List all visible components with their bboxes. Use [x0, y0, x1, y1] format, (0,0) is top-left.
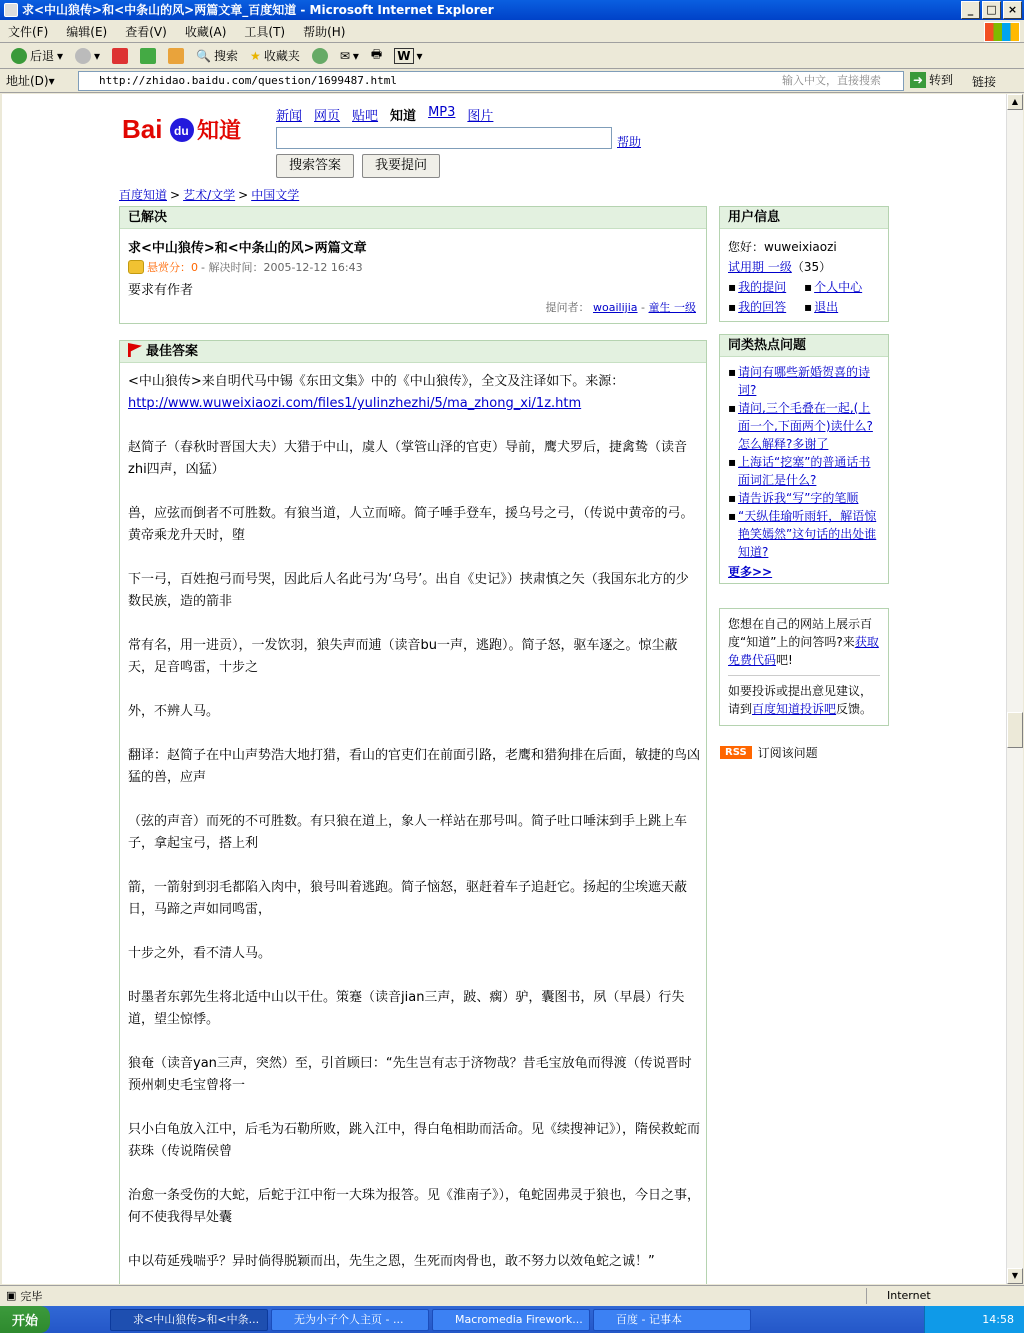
- logout-link[interactable]: 退出: [814, 300, 839, 314]
- scroll-down-icon[interactable]: ▼: [1007, 1268, 1023, 1284]
- svg-text:Bai: Bai: [122, 114, 163, 144]
- rss-label: 订阅该问题: [757, 746, 818, 760]
- ie-icon: [4, 3, 18, 17]
- task-fireworks[interactable]: Macromedia Firework...: [432, 1309, 590, 1331]
- taskbar: [0, 1306, 1024, 1333]
- svg-text:du: du: [174, 124, 189, 138]
- close-button[interactable]: ×: [1003, 1, 1022, 19]
- start-button[interactable]: 开始: [0, 1306, 50, 1333]
- edit-button[interactable]: W ▾: [391, 48, 425, 64]
- stop-icon: [112, 48, 128, 64]
- back-button[interactable]: 后退 ▾: [8, 47, 66, 64]
- question-box: [119, 206, 707, 324]
- answer-paragraph: 下一弓，百姓抱弓而号哭，因此后人名此弓为‘乌号’。出自《史记》）挟肃慎之矢（我国东北方的少数民族，造的箭非: [128, 572, 689, 609]
- forward-button[interactable]: ▾: [72, 48, 103, 64]
- scroll-thumb[interactable]: [1007, 712, 1023, 748]
- go-arrow-icon: ➜: [910, 72, 926, 88]
- forward-arrow-icon: [75, 48, 91, 64]
- windows-logo-icon: [984, 22, 1020, 42]
- nav-mp3[interactable]: MP3: [428, 105, 456, 120]
- word-icon: W: [394, 48, 413, 64]
- baidu-zhidao-logo[interactable]: [122, 106, 262, 150]
- list-item: [728, 489, 878, 507]
- media-button[interactable]: [309, 48, 331, 64]
- svg-text:知道: 知道: [197, 119, 242, 144]
- question-title: 求<中山狼传>和<中条山的风>两篇文章: [128, 241, 367, 256]
- help-link[interactable]: 帮助: [617, 135, 642, 149]
- hot-questions-header: 同类热点问题: [720, 335, 888, 357]
- resolve-time: - 解决时间：2005-12-12 16:43: [201, 261, 363, 274]
- source-link[interactable]: http://www.wuweixiaozi.com/files1/yulinzhezhi/5/ma_zhong_xi/1z.htm: [128, 396, 582, 411]
- nav-zhidao: 知道: [390, 109, 417, 124]
- nav-news[interactable]: 新闻: [276, 109, 303, 124]
- crumb-art[interactable]: 艺术/文学: [183, 188, 236, 202]
- promo-box: [719, 608, 889, 726]
- system-tray: [924, 1306, 1024, 1333]
- hot-question-link[interactable]: 请问有哪些新婚贺喜的诗词?: [738, 365, 871, 397]
- links-button[interactable]: 链接: [972, 75, 997, 89]
- top-nav: [276, 105, 493, 124]
- window-titlebar: [0, 0, 1024, 20]
- home-button[interactable]: [165, 48, 187, 64]
- menu-file[interactable]: 文件(F): [8, 24, 49, 39]
- question-meta: [128, 259, 363, 275]
- search-placeholder: 输入中文，直接搜索: [782, 74, 881, 87]
- menu-edit[interactable]: 编辑(E): [66, 24, 108, 39]
- page-content: [2, 94, 1006, 1284]
- answer-paragraph: 兽，应弦而倒者不可胜数。有狼当道，人立而啼。简子唾手登车，援乌号之弓，（传说中黄帝的弓。黄帝乘龙升天时，堕: [128, 506, 694, 543]
- answer-paragraph: 治愈一条受伤的大蛇，后蛇于江中衔一大珠为报答。见《淮南子》），龟蛇固弗灵于狼也，今日之事，何不使我得早处囊: [128, 1188, 701, 1225]
- print-icon: 🖶: [370, 47, 383, 61]
- status-header: 已解决: [120, 207, 706, 229]
- hot-question-link[interactable]: “天纵佳瑜听雨轩，解语惊艳笑嫣然”这句话的出处谁知道?: [738, 509, 877, 559]
- hot-question-link[interactable]: 请问,三个毛叠在一起,(上面一个,下面两个)读什么?怎么解释?多谢了: [738, 401, 873, 451]
- asker-link[interactable]: woailijia: [593, 301, 638, 314]
- star-icon: ★: [250, 48, 261, 63]
- answer-paragraph: 赵简子（春秋时晋国大夫）大猎于中山，虞人（掌管山泽的官吏）导前，鹰犬罗后，捷禽鸷（读音zhi四声，凶猛）: [128, 440, 688, 477]
- status-text: 完毕: [20, 1289, 43, 1303]
- answer-paragraph: 外，不辨人马。: [128, 704, 220, 719]
- hot-question-link[interactable]: 上海话“挖塞”的普通话书面词汇是什么?: [738, 455, 871, 487]
- task-notepad[interactable]: 百度 - 记事本: [593, 1309, 751, 1331]
- rss-subscribe[interactable]: [720, 744, 818, 761]
- red-flag-icon: [128, 343, 142, 357]
- answer-paragraph: 狼奄（读音yan三声，突然）至，引首顾曰：“先生岂有志于济物哉？昔毛宝放龟而得渡（传说晋时预州刺史毛宝曾将一: [128, 1056, 692, 1093]
- list-item: [728, 453, 878, 489]
- user-score: （35）: [791, 260, 832, 274]
- refresh-icon: [140, 48, 156, 64]
- refresh-button[interactable]: [137, 48, 159, 64]
- answer-paragraph: （弦的声音）而死的不可胜数。有只狼在道上，象人一样站在那号叫。简子吐口唾沫到手上跳上车子，拿起宝弓，搭上利: [128, 814, 688, 851]
- go-button[interactable]: ➜ 转到: [910, 71, 953, 88]
- answer-paragraph: 常有名，用一进贡），一发饮羽，狼失声而逋（读音bu一声，逃跑）。简子怒，驱车逐之。惊尘蔽天，足音鸣雷，十步之: [128, 638, 678, 675]
- user-greeting: 您好：wuweixiaozi: [728, 240, 837, 254]
- answer-paragraph: 时墨者东郭先生将北适中山以干仕。策蹇（读音jian三声，跛、瘸）驴，囊图书，夙（早晨）行失道，望尘惊悸。: [128, 990, 685, 1027]
- complaint-link[interactable]: 百度知道投诉吧: [752, 702, 837, 716]
- nav-images[interactable]: 图片: [467, 109, 494, 124]
- print-button[interactable]: [368, 45, 385, 66]
- answer-paragraph: 只小白龟放入江中，后毛为石勒所败，跳入江中，得白龟相助而活命。见《续搜神记》），隋侯救蛇而获珠（传说隋侯曾: [128, 1122, 701, 1159]
- best-answer-box: [119, 340, 707, 1284]
- address-bar: 地址(D) ▾ http://zhidao.baidu.com/question/1699487.html 输入中文，直接搜索 ➜ 转到 链接: [0, 69, 1024, 93]
- stop-button[interactable]: [109, 48, 131, 64]
- search-icon: 🔍: [196, 48, 212, 63]
- home-icon: [168, 48, 184, 64]
- search-answer-button[interactable]: 搜索答案: [276, 154, 354, 178]
- breadcrumb: 百度知道 > 艺术/文学 > 中国文学: [119, 188, 300, 202]
- media-icon: [312, 48, 328, 64]
- my-questions-link[interactable]: 我的提问: [738, 280, 787, 294]
- clock[interactable]: 14:58: [982, 1313, 1014, 1326]
- scroll-up-icon[interactable]: ▲: [1007, 94, 1023, 110]
- promo-text-2: 如要投诉或提出意见建议，请到百度知道投诉吧反馈。: [728, 675, 880, 718]
- task-ie-homepage[interactable]: 无为小子个人主页 - ...: [271, 1309, 429, 1331]
- list-item: [728, 363, 878, 399]
- maximize-button[interactable]: □: [982, 1, 1001, 19]
- address-input[interactable]: http://zhidao.baidu.com/question/1699487.html 输入中文，直接搜索: [78, 71, 904, 91]
- vertical-scrollbar[interactable]: [1006, 94, 1023, 1284]
- personal-center-link[interactable]: 个人中心: [814, 280, 863, 294]
- answer-paragraph: 十步之外，看不清人马。: [128, 946, 272, 961]
- mail-icon: ✉: [339, 48, 350, 63]
- search-input[interactable]: [276, 127, 612, 149]
- rss-icon: RSS: [720, 746, 752, 759]
- list-item: [728, 399, 878, 453]
- mail-button[interactable]: ✉ ▾: [339, 48, 359, 63]
- menu-help[interactable]: 帮助(H): [303, 24, 346, 39]
- reward-text: 悬赏分：0: [147, 261, 198, 274]
- answer-paragraph: <中山狼传>来自明代马中锡《东田文集》中的《中山狼传》，全文及注译如下。来源：: [128, 374, 625, 389]
- task-ie-current[interactable]: 求<中山狼传>和<中条...: [110, 1309, 268, 1331]
- menu-favorites[interactable]: 收藏(A): [184, 24, 227, 39]
- answer-body: [128, 371, 700, 1284]
- menu-view[interactable]: 查看(V): [125, 24, 167, 39]
- nav-web[interactable]: 网页: [314, 109, 341, 124]
- answer-paragraph: 中以苟延残喘乎？异时倘得脱颖而出，先生之恩，生死而肉骨也，敢不努力以效龟蛇之诚！”: [128, 1254, 655, 1269]
- my-answers-link[interactable]: 我的回答: [738, 300, 787, 314]
- asker-info: 提问者： woailijia - 童生 一级: [545, 301, 696, 314]
- menu-tools[interactable]: 工具(T): [244, 24, 286, 39]
- page-icon: ▣: [6, 1289, 17, 1302]
- status-bar: [0, 1285, 1024, 1305]
- answer-paragraph: 箭，一箭射到羽毛都陷入肉中，狼号叫着逃跑。简子恼怒，驱赶着车子追赶它。扬起的尘埃遮天蔽日，马蹄之声如同鸣雷，: [128, 880, 688, 917]
- window-title: 求<中山狼传>和<中条山的风>两篇文章_百度知道 - Microsoft Internet Explorer: [22, 3, 494, 17]
- asker-level[interactable]: 童生 一级: [648, 301, 696, 314]
- hot-questions-box: [719, 334, 889, 584]
- coin-icon: [128, 260, 144, 274]
- back-arrow-icon: [11, 48, 27, 64]
- user-info-header: 用户信息: [720, 207, 888, 229]
- zone-indicator: Internet: [866, 1288, 931, 1304]
- crumb-literature[interactable]: 中国文学: [251, 188, 300, 202]
- answer-paragraph: 翻译：赵简子在中山声势浩大地打猎，看山的官吏们在前面引路，老鹰和猎狗排在后面，敏捷的鸟凶猛的兽，应声: [128, 748, 701, 785]
- best-answer-header: 最佳答案: [120, 341, 706, 363]
- question-description: 要求有作者: [128, 283, 194, 298]
- hot-question-link[interactable]: 请告诉我“写”字的笔顺: [738, 491, 859, 505]
- crumb-zhidao[interactable]: 百度知道: [119, 188, 168, 202]
- list-item: [728, 507, 878, 561]
- user-level-link[interactable]: 试用期 一级: [728, 260, 792, 274]
- toolbar: [0, 43, 1024, 69]
- nav-tieba[interactable]: 贴吧: [352, 109, 379, 124]
- search-button[interactable]: 🔍 搜索: [196, 48, 239, 63]
- address-label: 地址(D): [6, 74, 49, 88]
- more-link[interactable]: 更多>>: [728, 565, 773, 579]
- ask-question-button[interactable]: 我要提问: [362, 154, 440, 178]
- user-info-box: [719, 206, 889, 322]
- promo-text-1: 您想在自己的网站上展示百度“知道”上的问答吗?来获取免费代码吧!: [728, 617, 879, 667]
- menu-bar: [0, 20, 1024, 43]
- minimize-button[interactable]: _: [961, 1, 980, 19]
- favorites-button[interactable]: ★ 收藏夹: [250, 48, 300, 63]
- free-code-link[interactable]: 获取免费代码: [728, 635, 879, 667]
